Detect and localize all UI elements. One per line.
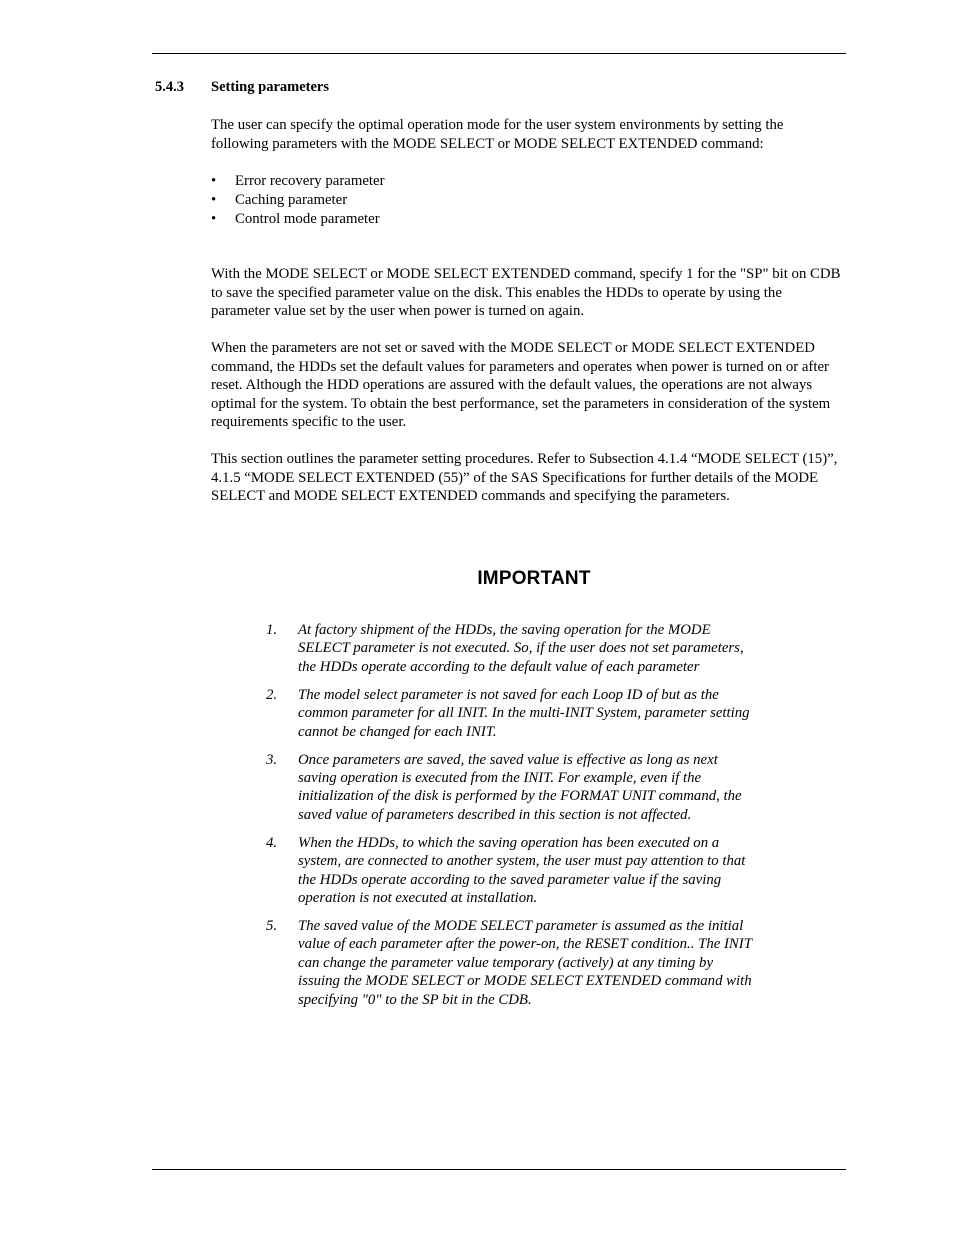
- item-text: The saved value of the MODE SELECT parameter is assumed as the initial value of each parameter after the power-on, the RESET condition.. The INIT can change the parameter value temporary (actively) at any timing by issuing the MODE SELECT or MODE SELECT EXTENDED command with specifying "0" to the SP bit in the CDB.: [298, 918, 752, 1008]
- outline-paragraph: This section outlines the parameter setting procedures. Refer to Subsection 4.1.4 “MODE SELECT (15)”, 4.1.5 “MODE SELECT EXTENDED (55)” of the SAS Specifications for further details of the MODE SELECT and MODE SELECT EXTENDED commands and specifying the parameters.: [211, 451, 838, 504]
- item-text: When the HDDs, to which the saving operation has been executed on a system, are connected to another system, the user must pay attention to that the HDDs operate according to the saved parameter value if the saving operation is not executed at installation.: [298, 834, 746, 907]
- defaults-paragraph: When the parameters are not set or saved with the MODE SELECT or MODE SELECT EXTENDED command, the HDDs set the default values for parameters and operates when power is turned on or after reset. Although the HDD operations are assured with the default values, the operations are not always optimal for the system. To obtain the best performance, set the parameters in consideration of the system requirements specific to the user.: [211, 340, 831, 430]
- list-item: • Error recovery parameter: [211, 173, 385, 189]
- list-item: [266, 621, 756, 676]
- item-text: At factory shipment of the HDDs, the saving operation for the MODE SELECT parameter is not executed. So, if the user does not set parameters, the HDDs operate according to the default value of each parameter: [298, 622, 744, 675]
- section-title: Setting parameters: [211, 79, 329, 95]
- section-number: 5.4.3: [155, 79, 184, 95]
- list-item: [266, 686, 756, 741]
- header-rule: [152, 53, 846, 54]
- intro-paragraph: The user can specify the optimal operation mode for the user system environments by setting the following parameters with the MODE SELECT or MODE SELECT EXTENDED command:: [211, 117, 784, 152]
- list-item: [266, 834, 756, 908]
- bullet-icon: •: [211, 173, 217, 189]
- list-item: • Caching parameter: [211, 192, 348, 208]
- item-number: 3.: [266, 751, 278, 768]
- item-number: 4.: [266, 834, 278, 851]
- list-item: • Control mode parameter: [211, 211, 380, 227]
- bullet-icon: •: [211, 192, 217, 208]
- parameter-list: [211, 172, 385, 229]
- item-text: Once parameters are saved, the saved value is effective as long as next saving operation is executed from the INIT. For example, even if the initialization of the disk is performed by the FORMAT UNIT command, the saved value of parameters described in this section is not affected.: [298, 751, 742, 823]
- list-item: [266, 751, 756, 825]
- list-item: [266, 917, 756, 1009]
- item-number: 2.: [266, 686, 278, 703]
- item-text: The model select parameter is not saved for each Loop ID of but as the common parameter for all INIT. In the multi-INIT System, parameter setting cannot be changed for each INIT.: [298, 686, 750, 740]
- item-number: 5.: [266, 918, 278, 935]
- save-paragraph: With the MODE SELECT or MODE SELECT EXTENDED command, specify 1 for the "SP" bit on CDB to save the specified parameter value on the disk. This enables the HDDs to operate by using the parameter value set by the user when power is turned on again.: [211, 266, 841, 319]
- important-heading: IMPORTANT: [477, 568, 591, 589]
- footer-rule: [152, 1169, 846, 1170]
- bullet-icon: •: [211, 211, 217, 227]
- important-list: [266, 621, 756, 1019]
- section-heading: [155, 79, 329, 96]
- item-number: 1.: [266, 622, 278, 638]
